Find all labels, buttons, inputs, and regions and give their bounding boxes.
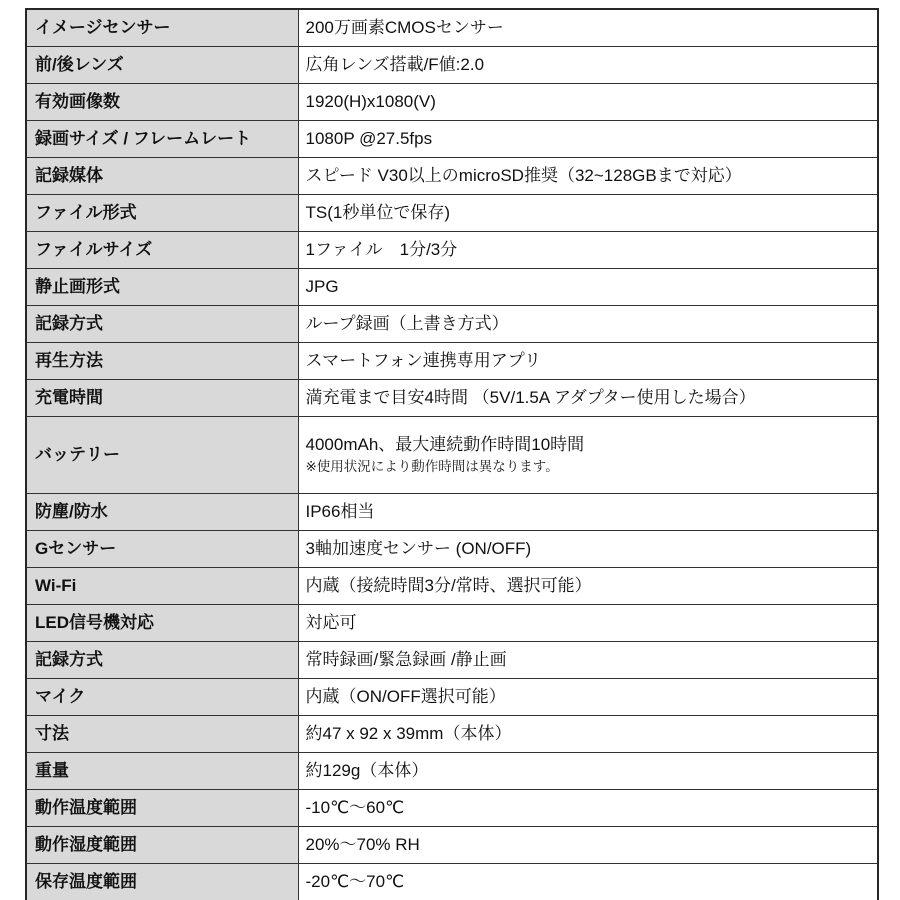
spec-value-cell [298, 494, 878, 531]
spec-value: 常時録画/緊急録画 /静止画 [305, 650, 507, 670]
spec-label: 記録媒体 [26, 158, 298, 195]
spec-label: 重量 [26, 753, 298, 790]
spec-value: 対応可 [305, 613, 357, 633]
spec-label: 記録方式 [26, 306, 298, 343]
spec-row [26, 343, 878, 380]
spec-value-cell [298, 417, 878, 494]
spec-value: 20%～70% RH [305, 835, 420, 855]
spec-row [26, 531, 878, 568]
spec-label: Wi-Fi [26, 568, 298, 605]
spec-value-cell [298, 121, 878, 158]
spec-value-note: ※使用状況により動作時間は異なります。 [305, 458, 559, 474]
spec-value-cell [298, 827, 878, 864]
spec-value: -20℃～70℃ [305, 872, 405, 892]
spec-row [26, 753, 878, 790]
spec-row [26, 380, 878, 417]
spec-row [26, 568, 878, 605]
spec-label: Gセンサー [26, 531, 298, 568]
spec-value-cell [298, 753, 878, 790]
spec-row [26, 195, 878, 232]
spec-row [26, 306, 878, 343]
spec-row [26, 716, 878, 753]
spec-row [26, 790, 878, 827]
spec-row [26, 864, 878, 900]
spec-label: 再生方法 [26, 343, 298, 380]
spec-value-cell [298, 195, 878, 232]
spec-label: 有効画像数 [26, 84, 298, 121]
spec-value-cell [298, 531, 878, 568]
spec-label: 動作温度範囲 [26, 790, 298, 827]
spec-row [26, 121, 878, 158]
spec-value-cell [298, 343, 878, 380]
spec-label: 前/後レンズ [26, 47, 298, 84]
spec-value-cell [298, 642, 878, 679]
spec-value-cell [298, 380, 878, 417]
spec-value: 1ファイル 1分/3分 [305, 240, 458, 260]
spec-value-cell [298, 568, 878, 605]
spec-row [26, 158, 878, 195]
spec-row [26, 827, 878, 864]
spec-label: 静止画形式 [26, 269, 298, 306]
spec-value: 1080P @27.5fps [305, 129, 433, 149]
spec-row [26, 679, 878, 716]
spec-value-cell [298, 84, 878, 121]
spec-value-cell [298, 605, 878, 642]
spec-value-cell [298, 232, 878, 269]
spec-row [26, 642, 878, 679]
spec-table-body [26, 9, 878, 900]
spec-row [26, 269, 878, 306]
spec-value: 約47 x 92 x 39mm（本体） [305, 724, 512, 744]
spec-value-cell [298, 158, 878, 195]
product-spec-table [25, 8, 879, 900]
spec-value-cell [298, 716, 878, 753]
spec-value: 4000mAh、最大連続動作時間10時間 [305, 435, 585, 455]
spec-row [26, 9, 878, 47]
spec-value: 内蔵（接続時間3分/常時、選択可能） [305, 576, 592, 596]
spec-label: 録画サイズ / フレームレート [26, 121, 298, 158]
spec-value: スマートフォン連携専用アプリ [305, 351, 542, 371]
spec-row [26, 494, 878, 531]
spec-row [26, 47, 878, 84]
spec-value-cell [298, 269, 878, 306]
spec-label: 充電時間 [26, 380, 298, 417]
spec-row [26, 84, 878, 121]
spec-label: イメージセンサー [26, 9, 298, 47]
spec-label: 防塵/防水 [26, 494, 298, 531]
spec-value-cell [298, 9, 878, 47]
spec-value: ループ録画（上書き方式） [305, 314, 509, 334]
spec-label: LED信号機対応 [26, 605, 298, 642]
spec-value: IP66相当 [305, 502, 375, 522]
spec-label: 保存温度範囲 [26, 864, 298, 900]
spec-label: 寸法 [26, 716, 298, 753]
spec-value: スピード V30以上のmicroSD推奨（32~128GBまで対応） [305, 166, 742, 186]
spec-label: ファイル形式 [26, 195, 298, 232]
spec-value: 内蔵（ON/OFF選択可能） [305, 687, 506, 707]
spec-value-cell [298, 47, 878, 84]
spec-value: 広角レンズ搭載/F値:2.0 [305, 55, 485, 75]
spec-value-cell [298, 306, 878, 343]
spec-value: 200万画素CMOSセンサー [305, 18, 504, 38]
spec-value-cell [298, 864, 878, 900]
spec-value-cell [298, 679, 878, 716]
spec-value: 満充電まで目安4時間 （5V/1.5A アダプター使用した場合） [305, 388, 756, 408]
spec-label: 動作湿度範囲 [26, 827, 298, 864]
spec-value: 1920(H)x1080(V) [305, 92, 436, 112]
spec-value: JPG [305, 277, 339, 297]
spec-label: ファイルサイズ [26, 232, 298, 269]
spec-value: 3軸加速度センサー (ON/OFF) [305, 539, 532, 559]
spec-value: TS(1秒単位で保存) [305, 203, 450, 223]
spec-label: 記録方式 [26, 642, 298, 679]
spec-value: -10℃～60℃ [305, 798, 405, 818]
spec-row [26, 417, 878, 494]
spec-row [26, 232, 878, 269]
spec-label: マイク [26, 679, 298, 716]
spec-row [26, 605, 878, 642]
spec-value: 約129g（本体） [305, 761, 429, 781]
spec-value-cell [298, 790, 878, 827]
spec-label: バッテリー [26, 417, 298, 494]
